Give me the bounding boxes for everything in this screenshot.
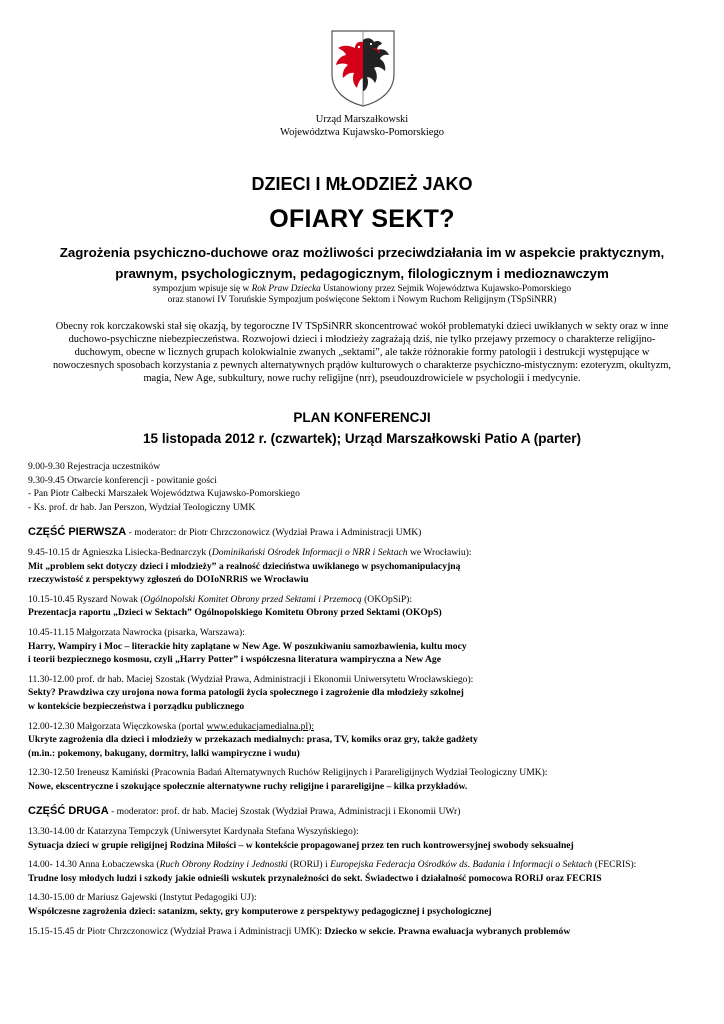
intro-line: nowoczesnych sposobach korzystania z pewnych alternatywnych prądów kulturowych o charakterze psychiczno-mistycznym: ezoteryzm, okultyzm, (52, 360, 672, 371)
note-italic: Rok Praw Dziecka (251, 284, 321, 294)
talk-org: Dominikański Ośrodek Informacji o NRR i Sektach (211, 546, 408, 558)
note-text: sympozjum wpisuje się w (152, 284, 252, 294)
intro-line: duchowym, obecne w licznych grupach kolokwialnie zwanych „sektami”, ale także różnorakie formy patologii i destrukcji występujące w (74, 347, 650, 358)
talk-org: Ruch Obrony Rodziny i Jednostki (159, 859, 288, 871)
part-1-moderator: - moderator: dr Piotr Chrzczonowicz (Wydział Prawa i Administracji UMK) (126, 527, 422, 539)
talk-text: 9.45-10.15 dr Agnieszka Lisiecka-Bednarczyk ( (28, 546, 212, 558)
talk-title: i teorii bezpiecznego kosmosu, czyli „Harry Potter” i współczesna literatura wampiryczna a New Age (28, 654, 441, 666)
talk-org: Ogólnopolski Komitet Obrony przed Sektami i Przemocą (143, 593, 362, 605)
talk-text: (FECRIS): (592, 859, 637, 871)
talk-title: Ukryte zagrożenia dla dzieci i młodzieży w przekazach medialnych: prasa, TV, komiks oraz gry, także gadżety (28, 734, 478, 746)
note-text: Ustanowiony przez Sejmik Województwa Kujawsko-Pomorskiego (320, 284, 572, 294)
talk-title: Nowe, ekscentryczne i szokujące społecznie alternatywne ruchy religijne i parareligijne – kilka przykładów. (28, 780, 468, 792)
note-line-2: oraz stanowi IV Toruńskie Sympozjum poświęcone Sektom i Nowym Ruchom Religijnym (TSpSiNRR) (167, 295, 557, 305)
talk-text: 12.00-12.30 Małgorzata Więczkowska (portal (28, 720, 207, 732)
talk-text: (OKOpSiP): (361, 593, 413, 605)
coat-of-arms-eagle-griffin-icon (329, 28, 397, 108)
office-name (0, 113, 724, 139)
plan-heading: PLAN KONFERENCJI (293, 410, 431, 425)
talk-speaker (28, 858, 708, 872)
opening-line: 9.00-9.30 Rejestracja uczestników (28, 461, 161, 472)
talk-title: w kontekście bezpieczeństwa i porządku publicznego (28, 700, 245, 712)
office-line-2: Województwa Kujawsko-Pomorskiego (280, 127, 444, 138)
talk-title: Harry, Wampiry i Moc – literackie hity zaplątane w New Age. W poszukiwaniu samozbawienia, kultu mocy (28, 640, 467, 652)
talk-text: we Wrocławiu): (407, 546, 472, 558)
talk-speaker (28, 925, 708, 939)
opening-line: - Ks. prof. dr hab. Jan Perszon, Wydział Teologiczny UMK (28, 501, 256, 513)
talk-title: Dziecko w sekcie. Prawna ewaluacja wybranych problemów (324, 925, 571, 937)
intro-line: Obecny rok korczakowski stał się okazją, by tegoroczne IV TSpSiNRR skoncentrować wokół problematyki dzieci uwikłanych w sekty oraz w inne (55, 321, 669, 332)
title-line-2: OFIARY SEKT? (269, 205, 455, 233)
talk-title: Sekty? Prawdziwa czy urojona nowa forma patologii życia społecznego i zagrożenie dla młodzieży szkolnej (28, 687, 464, 699)
talk-speaker: 14.30-15.00 dr Mariusz Gajewski (Instytut Pedagogiki UJ): (28, 892, 257, 904)
part-2-label: CZĘŚĆ DRUGA (28, 805, 109, 818)
talk-speaker: 10.45-11.15 Małgorzata Nawrocka (pisarka, Warszawa): (28, 626, 245, 638)
subtitle (40, 242, 684, 284)
talk-title: (m.in.: pokemony, bakugany, dormitry, lalki wampiryczne i wudu) (28, 747, 300, 759)
symposium-note (60, 284, 664, 306)
part-1-header (28, 526, 708, 540)
talk-text: (RORiJ) i (287, 859, 331, 871)
talk-title: Sytuacja dzieci w grupie religijnej Rodzina Miłości – w kontekście propagowanej przez ten ruch kontrowersyjnej swobody seksualnej (28, 839, 574, 851)
part-2-moderator: - moderator: prof. dr hab. Maciej Szostak (Wydział Prawa, Administracji i Ekonomii UWr) (108, 806, 461, 818)
talk-speaker (28, 593, 708, 607)
talk-speaker: 11.30-12.00 prof. dr hab. Maciej Szostak (Wydział Prawa, Administracji i Ekonomii Uniwersytetu Wrocławskiego): (28, 673, 474, 685)
subtitle-line-2: prawnym, psychologicznym, pedagogicznym, filologicznym i medioznawczym (115, 266, 609, 281)
talk-title: rzeczywistość z perspektywy zgłoszeń do DOIoNRRiS we Wrocławiu (28, 574, 309, 586)
opening-line: - Pan Piotr Całbecki Marszałek Województwa Kujawsko-Pomorskiego (28, 488, 300, 500)
talk-speaker (28, 546, 708, 560)
part-1-label: CZĘŚĆ PIERWSZA (28, 526, 127, 539)
plan-date: 15 listopada 2012 r. (czwartek); Urząd Marszałkowski Patio A (parter) (143, 431, 581, 446)
talk-org: Europejska Federacja Ośrodków ds. Badania i Informacji o Sektach (330, 859, 593, 871)
talk-title: Mit „problem sekt dotyczy dzieci i młodzieży” a realność dzieciństwa uwikłanego w psychomanipulacyjną (28, 560, 461, 572)
note-line-1 (60, 284, 664, 295)
program-list (28, 460, 708, 938)
talk-text: 10.15-10.45 Ryszard Nowak ( (28, 593, 144, 605)
intro-line: magia, New Age, subkultury, nowe ruchy religijne (nrr), pseudouzdrowiciele w psychologii i medycynie. (143, 373, 581, 384)
title-line-1: DZIECI I MŁODZIEŻ JAKO (251, 174, 473, 194)
opening-line: 9.30-9.45 Otwarcie konferencji - powitanie gości (28, 474, 217, 486)
subtitle-line-1: Zagrożenia psychiczno-duchowe oraz możliwości przeciwdziałania im w aspekcie praktycznym, (59, 245, 665, 260)
talk-title: Współczesne zagrożenia dzieci: satanizm, sekty, gry komputerowe z perspektywy pedagogicznej i psychologicznej (28, 906, 492, 918)
office-line-1: Urząd Marszałkowski (315, 114, 409, 125)
talk-speaker: 13.30-14.00 dr Katarzyna Tempczyk (Uniwersytet Kardynała Stefana Wyszyńskiego): (28, 826, 359, 838)
intro-line: duchowo-psychiczne niebezpieczeństwa. Rozwojowi dzieci i młodzieży zagrażają dziś, nie tylko przejawy przemocy o charakterze religijno- (68, 334, 656, 345)
talk-speaker (28, 720, 708, 734)
talk-text: 14.00- 14.30 Anna Łobaczewska ( (28, 859, 160, 871)
talk-title: Prezentacja raportu „Dzieci w Sektach” Ogólnopolskiego Komitetu Obrony przed Sektami (OKOpS) (28, 607, 442, 619)
talk-speaker: 12.30-12.50 Ireneusz Kamiński (Pracownia Badań Alternatywnych Ruchów Religijnych i Parareligijnych Wydział Teologiczny UMK): (28, 767, 548, 779)
talk-text: 15.15-15.45 dr Piotr Chrzczonowicz (Wydział Prawa i Administracji UMK): (28, 925, 325, 937)
intro-paragraph (30, 320, 694, 385)
portal-link[interactable]: www.edukacjamedialna.pl): (206, 720, 314, 732)
talk-title: Trudne losy młodych ludzi i szkody jakie odnieśli wskutek przynależności do sekt. Świadectwo i działalność pomocowa RORiJ oraz FECRIS (28, 872, 602, 884)
part-2-header (28, 805, 708, 819)
